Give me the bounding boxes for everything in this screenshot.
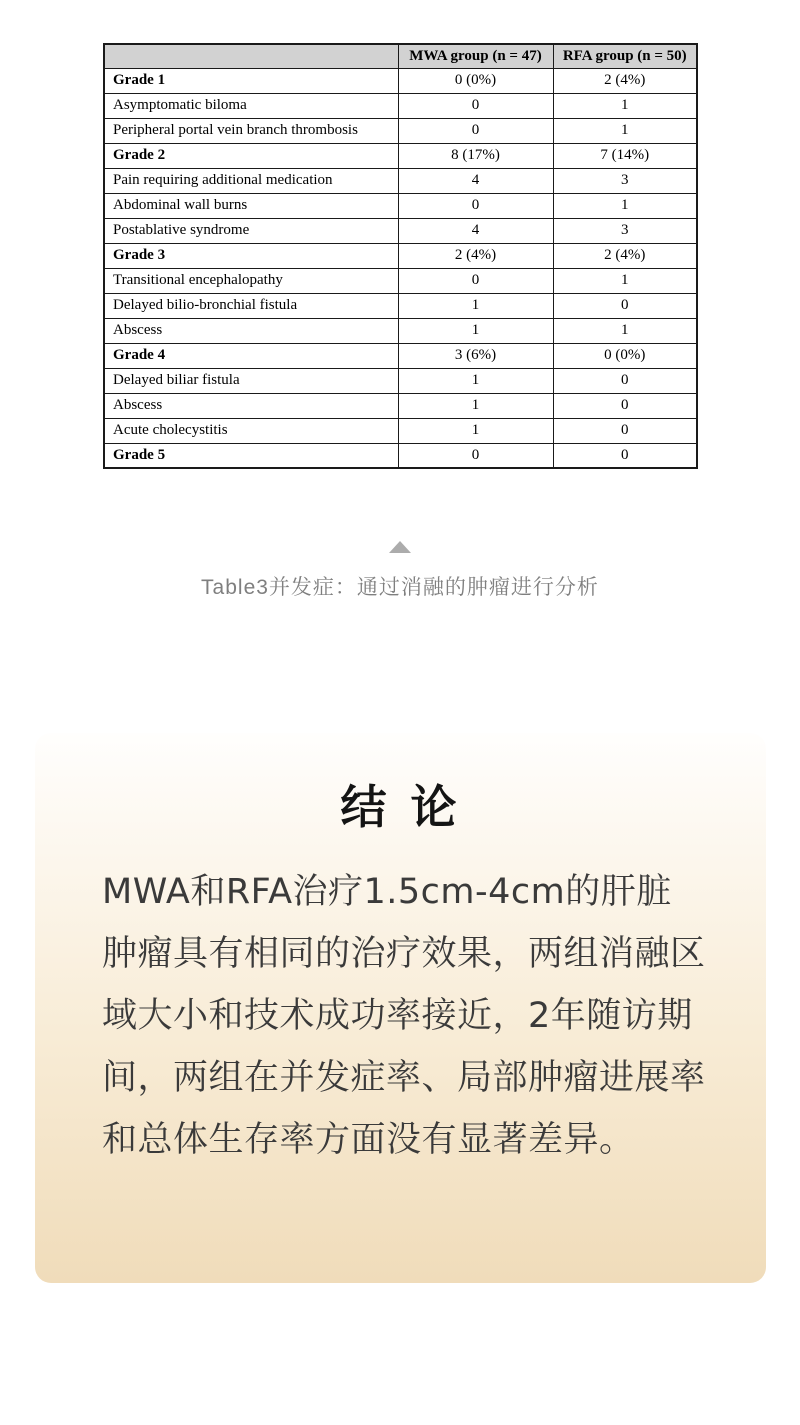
row-value-rfa: 0	[553, 368, 697, 393]
row-value-mwa: 0 (0%)	[398, 68, 553, 93]
row-value-rfa: 1	[553, 318, 697, 343]
table-row	[104, 293, 697, 318]
row-value-mwa: 2 (4%)	[398, 243, 553, 268]
row-value-rfa: 0	[553, 443, 697, 468]
row-value-mwa: 8 (17%)	[398, 143, 553, 168]
row-label: Abscess	[104, 393, 398, 418]
table-row	[104, 418, 697, 443]
table-header-row	[104, 44, 697, 68]
table-header-rfa-group: RFA group (n = 50)	[553, 44, 697, 68]
row-value-rfa: 1	[553, 193, 697, 218]
row-value-rfa: 0 (0%)	[553, 343, 697, 368]
row-value-rfa: 0	[553, 293, 697, 318]
row-value-mwa: 1	[398, 368, 553, 393]
row-label: Grade 1	[104, 68, 398, 93]
row-label: Delayed bilio-bronchial fistula	[104, 293, 398, 318]
row-value-mwa: 0	[398, 118, 553, 143]
row-label: Grade 4	[104, 343, 398, 368]
row-value-mwa: 1	[398, 418, 553, 443]
row-label: Asymptomatic biloma	[104, 93, 398, 118]
row-value-rfa: 1	[553, 268, 697, 293]
table-caption: Table3并发症：通过消融的肿瘤进行分析	[201, 576, 599, 599]
row-value-rfa: 2 (4%)	[553, 243, 697, 268]
table-row	[104, 168, 697, 193]
table-row	[104, 143, 697, 168]
row-value-rfa: 3	[553, 218, 697, 243]
table-row	[104, 343, 697, 368]
table-row	[104, 393, 697, 418]
table-row	[104, 243, 697, 268]
row-label: Peripheral portal vein branch thrombosis	[104, 118, 398, 143]
row-value-mwa: 0	[398, 443, 553, 468]
complications-table	[103, 43, 698, 469]
row-value-rfa: 1	[553, 118, 697, 143]
row-label: Postablative syndrome	[104, 218, 398, 243]
row-value-rfa: 0	[553, 393, 697, 418]
table-body	[104, 68, 697, 468]
row-value-mwa: 0	[398, 193, 553, 218]
row-label: Transitional encephalopathy	[104, 268, 398, 293]
table-header-empty	[104, 44, 398, 68]
row-label: Pain requiring additional medication	[104, 168, 398, 193]
row-value-rfa: 3	[553, 168, 697, 193]
row-value-rfa: 2 (4%)	[553, 68, 697, 93]
table-row	[104, 218, 697, 243]
row-value-mwa: 3 (6%)	[398, 343, 553, 368]
row-value-mwa: 4	[398, 218, 553, 243]
row-value-rfa: 7 (14%)	[553, 143, 697, 168]
row-value-mwa: 0	[398, 268, 553, 293]
table-row	[104, 193, 697, 218]
row-label: Grade 2	[104, 143, 398, 168]
row-value-mwa: 4	[398, 168, 553, 193]
row-value-mwa: 0	[398, 93, 553, 118]
conclusion-title: 结 论	[340, 780, 461, 834]
row-label: Delayed biliar fistula	[104, 368, 398, 393]
table-row	[104, 68, 697, 93]
conclusion-card	[35, 733, 766, 1283]
table-row	[104, 118, 697, 143]
conclusion-body: MWA和RFA治疗1.5cm-4cm的肝脏肿瘤具有相同的治疗效果，两组消融区域大小和技术成功率接近，2年随访期间，两组在并发症率、局部肿瘤进展率和总体生存率方面没有显著差异。	[102, 872, 706, 1160]
collapse-triangle-icon	[389, 541, 411, 553]
row-label: Acute cholecystitis	[104, 418, 398, 443]
row-value-rfa: 1	[553, 93, 697, 118]
row-value-mwa: 1	[398, 293, 553, 318]
row-label: Abdominal wall burns	[104, 193, 398, 218]
row-value-mwa: 1	[398, 318, 553, 343]
row-label: Grade 5	[104, 443, 398, 468]
table-row	[104, 93, 697, 118]
table-row	[104, 318, 697, 343]
table-row	[104, 443, 697, 468]
table-row	[104, 368, 697, 393]
row-label: Abscess	[104, 318, 398, 343]
table-caption-block	[0, 541, 800, 601]
row-value-rfa: 0	[553, 418, 697, 443]
row-label: Grade 3	[104, 243, 398, 268]
row-value-mwa: 1	[398, 393, 553, 418]
table-row	[104, 268, 697, 293]
table-header-mwa-group: MWA group (n = 47)	[398, 44, 553, 68]
